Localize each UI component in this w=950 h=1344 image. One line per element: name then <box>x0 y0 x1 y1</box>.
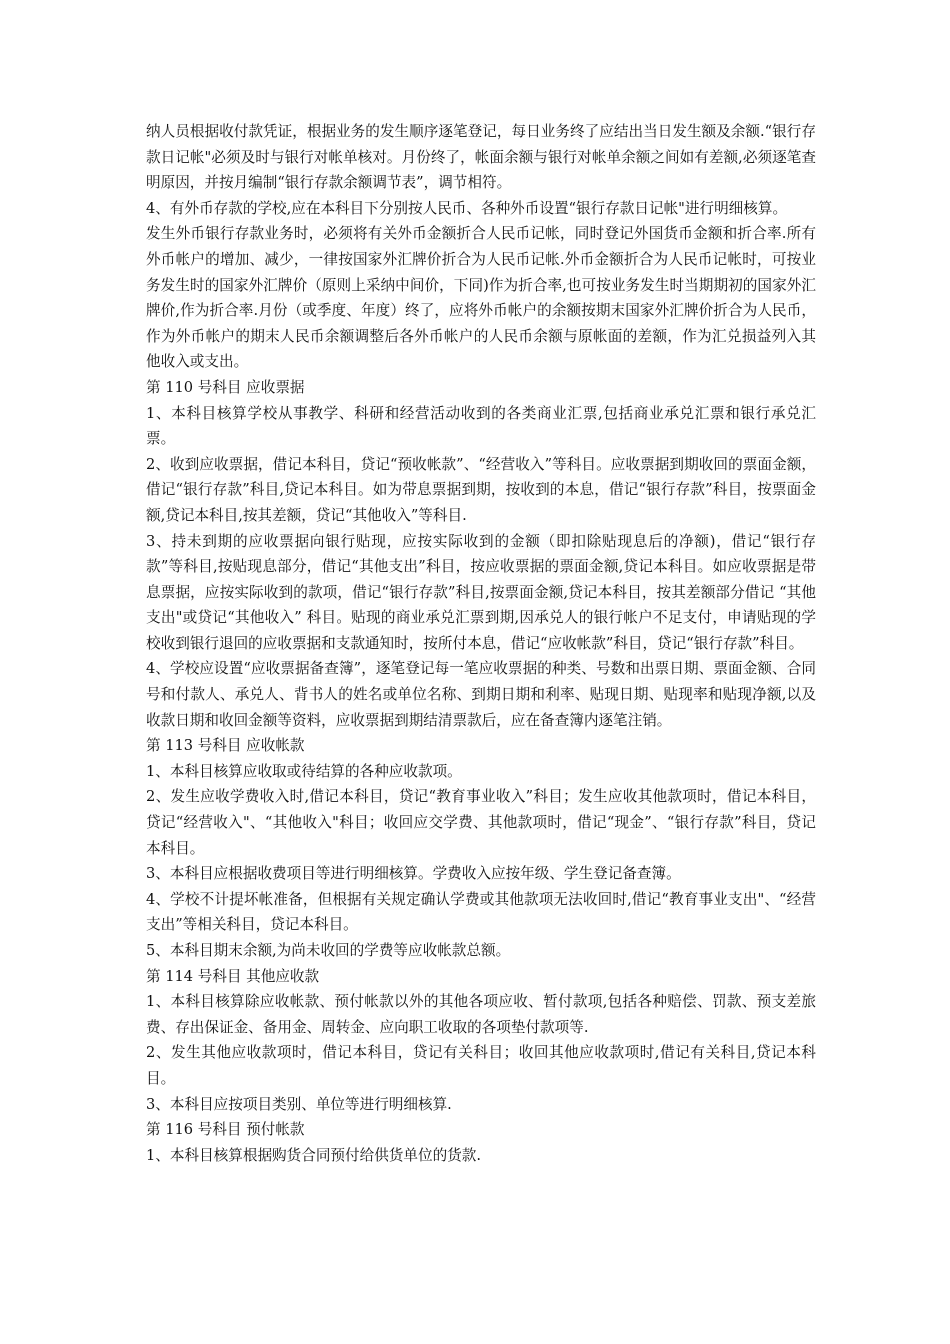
paragraph: 2、发生应收学费收入时,借记本科目，贷记“教育事业收入”科目；发生应收其他款项时，借记本科目，贷记“经营收入"、“其他收入"科目；收回应交学费、其他款项时，借记“现金”、“银行存款”科目，贷记本科目。 <box>146 788 816 857</box>
paragraph: 纳人员根据收付款凭证，根据业务的发生顺序逐笔登记，每日业务终了应结出当日发生额及余额.“银行存款日记帐"必须及时与银行对帐单核对。月份终了，帐面余额与银行对帐单余额之间如有差额,必须逐笔查明原因，并按月编制“银行存款余额调节表”，调节相符。 <box>146 123 816 192</box>
paragraph: 3、本科目应按项目类别、单位等进行明细核算. <box>146 1095 452 1113</box>
paragraph: 1、本科目核算除应收帐款、预付帐款以外的其他各项应收、暂付款项,包括各种赔偿、罚款、预支差旅费、存出保证金、备用金、周转金、应向职工收取的各项垫付款项等. <box>146 993 816 1036</box>
document-body <box>146 119 816 1168</box>
section-heading: 第 110 号科目 应收票据 <box>146 378 305 396</box>
section-heading: 第 114 号科目 其他应收款 <box>146 967 320 985</box>
paragraph: 5、本科目期末余额,为尚未收回的学费等应收帐款总额。 <box>146 942 511 959</box>
paragraph: 发生外币银行存款业务时，必须将有关外币金额折合人民币记帐，同时登记外国货币金额和折合率.所有外币帐户的增加、减少，一律按国家外汇牌价折合为人民币记帐.外币金额折合为人民币记帐时，可按业务发生时的国家外汇牌价（原则上采纳中间价，下同)作为折合率,也可按业务发生时当期期初的国家外汇牌价,作为折合率.月份（或季度、年度）终了，应将外币帐户的余额按期末国家外汇牌价折合为人民币，作为外币帐户的期末人民币余额调整后各外币帐户的人民币余额与原帐面的差额，作为汇兑损益列入其他收入或支出。 <box>146 225 816 371</box>
paragraph: 4、学校不计提坏帐准备，但根据有关规定确认学费或其他款项无法收回时,借记“教育事业支出"、“经营支出”等相关科目，贷记本科目。 <box>146 890 816 934</box>
paragraph: 1、本科目核算学校从事教学、科研和经营活动收到的各类商业汇票,包括商业承兑汇票和银行承兑汇票。 <box>146 404 816 448</box>
paragraph: 4、有外币存款的学校,应在本科目下分别按人民币、各种外币设置“银行存款日记帐"进行明细核算。 <box>146 199 788 217</box>
paragraph: 4、学校应设置“应收票据备查簿”，逐笔登记每一笔应收票据的种类、号数和出票日期、票面金额、合同号和付款人、承兑人、背书人的姓名或单位名称、到期日期和利率、贴现日期、贴现率和贴现净额,以及收款日期和收回金额等资料，应收票据到期结清票款后，应在备查簿内逐笔注销。 <box>146 660 816 729</box>
paragraph: 1、本科目核算应收取或待结算的各种应收款项。 <box>146 762 462 780</box>
paragraph: 3、本科目应根据收费项目等进行明细核算。学费收入应按年级、学生登记备查簿。 <box>146 865 681 883</box>
section-heading: 第 116 号科目 预付帐款 <box>146 1121 305 1139</box>
section-heading: 第 113 号科目 应收帐款 <box>146 737 305 755</box>
paragraph: 2、发生其他应收款项时，借记本科目，贷记有关科目；收回其他应收款项时,借记有关科目,贷记本科目。 <box>146 1044 816 1087</box>
paragraph: 2、收到应收票据，借记本科目，贷记“预收帐款”、“经营收入”等科目。应收票据到期收回的票面金额，借记“银行存款”科目,贷记本科目。如为带息票据到期，按收到的本息，借记“银行存款”科目，按票面金额,贷记本科目,按其差额，贷记“其他收入”等科目. <box>146 455 816 524</box>
paragraph: 3、持未到期的应收票据向银行贴现，应按实际收到的金额（即扣除贴现息后的净额)，借记“银行存款”等科目,按贴现息部分，借记“其他支出”科目，按应收票据的票面金额,贷记本科目。如应收票据是带息票据，应按实际收到的款项，借记“银行存款”科目,按票面金额,贷记本科目，按其差额部分借记 “其他支出"或贷记“其他收入” 科目。贴现的商业承兑汇票到期,因承兑人的银行帐户不足支付，申请贴现的学校收到银行退回的应收票据和支款通知时，按所付本息，借记“应收帐款”科目，贷记“银行存款”科目。 <box>146 532 816 652</box>
paragraph: 1、本科目核算根据购货合同预付给供货单位的货款. <box>146 1146 481 1164</box>
